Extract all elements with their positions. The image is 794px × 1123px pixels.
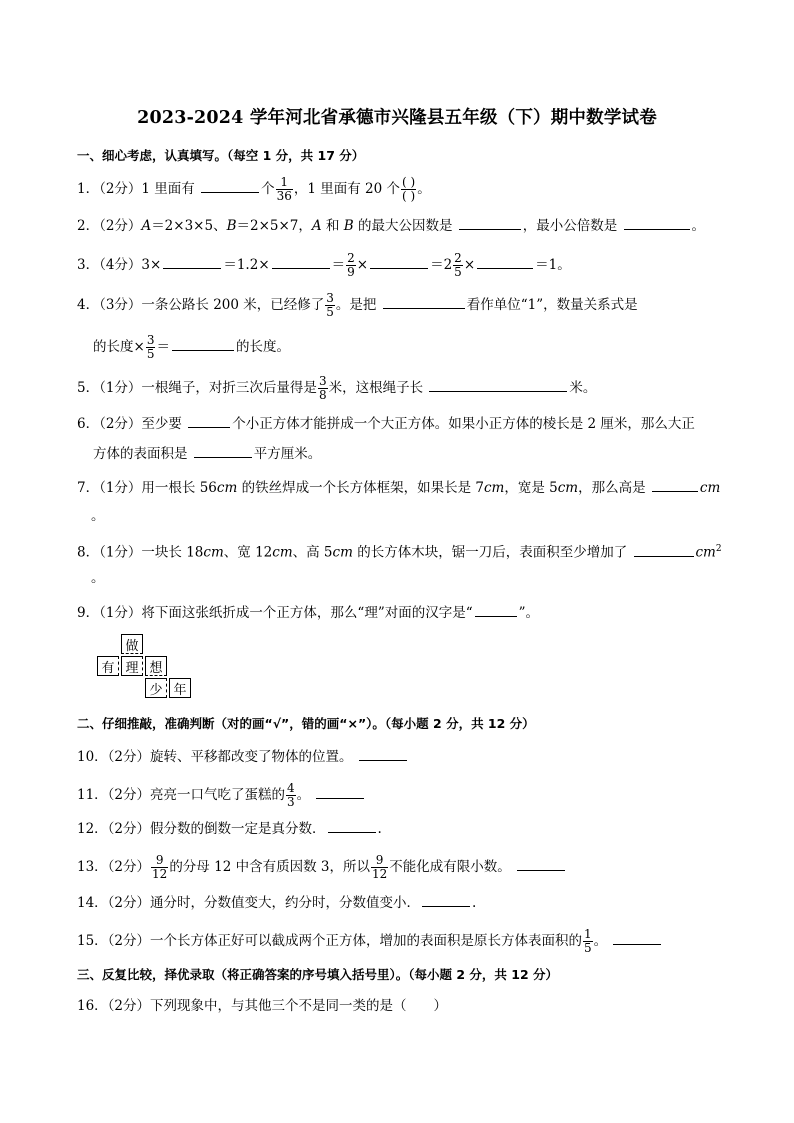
net-cell: 有 [97, 656, 119, 676]
cube-net-diagram [97, 634, 197, 704]
question-13: 13．（2分） $\frac{9}{12}$ 的分母 12 中含有质因数 3，所以 $\frac{9}{12}$ 不能化成有限小数。 [77, 854, 567, 881]
question-7-cont: 。 [91, 508, 105, 524]
answer-blank[interactable] [624, 215, 690, 230]
answer-blank[interactable] [201, 178, 259, 193]
question-4-cont: 的长度× $\frac{3}{5}$ ＝ 的长度。 [93, 333, 290, 361]
page-title: 2023-2024 学年河北省承德市兴隆县五年级（下）期中数学试卷 [137, 108, 657, 128]
fraction: $\frac{3}{5}$ [326, 291, 334, 319]
answer-blank[interactable] [328, 818, 376, 833]
net-cell: 理 [121, 656, 143, 676]
answer-blank[interactable] [429, 377, 567, 392]
question-7: 7．（1分）用一根长 56cm 的铁丝焊成一个长方体框架，如果长是 7cm，宽是 5cm，那么高是 cm [77, 477, 720, 498]
question-14: 14．（2分）通分时，分数值变大，约分时，分数值变小． . [77, 892, 476, 913]
question-12: 12．（2分）假分数的倒数一定是真分数． . [77, 818, 382, 839]
fraction: $\frac{3}{8}$ [318, 374, 327, 402]
answer-blank[interactable] [477, 254, 533, 269]
answer-blank[interactable] [652, 477, 698, 492]
question-4: 4．（3分）一条公路长 200 米，已经修了 $\frac{3}{5}$ 。是把 看作单位“1”，数量关系式是 [77, 291, 638, 319]
question-8: 8．（1分）一块长 18cm、宽 12cm、高 5cm 的长方体木块，锯一刀后，表面积至少增加了 $cm^2$ [77, 539, 722, 563]
fraction: $\frac{4}{3}$ [287, 781, 295, 809]
section-3-heading: 三、反复比较，择优录取（将正确答案的序号填入括号里）。（每小题 2 分，共 12 分） [77, 967, 559, 982]
answer-blank[interactable] [383, 294, 465, 309]
fraction: $\frac{2}{5}$ [454, 251, 462, 279]
answer-blank[interactable] [163, 254, 221, 269]
answer-blank[interactable] [613, 930, 661, 945]
answer-blank[interactable] [475, 602, 517, 617]
question-10: 10．（2分）旋转、平移都改变了物体的位置。 [77, 746, 409, 767]
answer-blank[interactable] [370, 254, 428, 269]
question-6-cont: 方体的表面积是 平方厘米。 [93, 443, 321, 464]
question-8-cont: 。 [91, 570, 105, 586]
fraction: $\frac{9}{12}$ [371, 853, 388, 881]
net-cell: 做 [121, 634, 143, 654]
answer-blank[interactable] [422, 892, 470, 907]
answer-blank[interactable] [459, 215, 521, 230]
fraction: $\frac{1}{36}$ [276, 175, 292, 203]
net-cell: 想 [145, 656, 167, 676]
fraction: $\frac{2}{9}$ [347, 251, 355, 279]
question-5: 5．（1分）一根绳子，对折三次后量得是 $\frac{3}{8}$ 米，这根绳子长 米。 [77, 374, 597, 402]
answer-blank[interactable] [517, 856, 565, 871]
fraction: $\frac{1}{5}$ [584, 927, 592, 955]
section-2-heading: 二、仔细推敲，准确判断（对的画“√”，错的画“×”）。（每小题 2 分，共 12 分） [77, 716, 535, 731]
question-1: 1．（2分）1 里面有 个 $\frac{1}{36}$ ，1 里面有 20 个 $\frac{( )}{( )}$ 。 [77, 175, 431, 203]
question-9: 9．（1分）将下面这张纸折成一个正方体，那么“理”对面的汉字是“ ”。 [77, 602, 539, 623]
question-2: 2．（2分）A＝2×3×5、B＝2×5×7，A 和 B 的最大公因数是 ，最小公倍数是 。 [77, 215, 705, 236]
net-cell: 年 [169, 678, 191, 698]
answer-blank[interactable] [316, 784, 364, 799]
net-cell: 少 [145, 678, 167, 698]
fraction: $\frac{3}{5}$ [146, 333, 155, 361]
question-6: 6．（2分）至少要 个小正方体才能拼成一个大正方体。如果小正方体的棱长是 2 厘米，那么大正 [77, 413, 695, 434]
answer-blank[interactable] [172, 336, 234, 351]
answer-blank[interactable] [359, 746, 407, 761]
answer-blank[interactable] [194, 443, 252, 458]
question-15: 15．（2分）一个长方体正好可以截成两个正方体，增加的表面积是原长方体表面积的 $\frac{1}{5}$ 。 [77, 928, 663, 955]
section-1-heading: 一、细心考虑，认真填写。（每空 1 分，共 17 分） [77, 148, 365, 163]
question-3: 3．（4分）3× ＝1.2× ＝ $\frac{2}{9}$ × ＝2 $\frac{2}{5}$ × ＝1。 [77, 251, 571, 279]
answer-blank[interactable] [634, 542, 694, 557]
answer-blank[interactable] [272, 254, 330, 269]
question-11: 11．（2分）亮亮一口气吃了蛋糕的 $\frac{4}{3}$ 。 [77, 782, 366, 809]
question-16: 16．（2分）下列现象中，与其他三个不是同一类的是（ ） [77, 998, 448, 1014]
fraction-blank[interactable]: $\frac{( )}{( )}$ [402, 175, 416, 203]
answer-blank[interactable] [188, 413, 230, 428]
fraction: $\frac{9}{12}$ [152, 853, 168, 881]
